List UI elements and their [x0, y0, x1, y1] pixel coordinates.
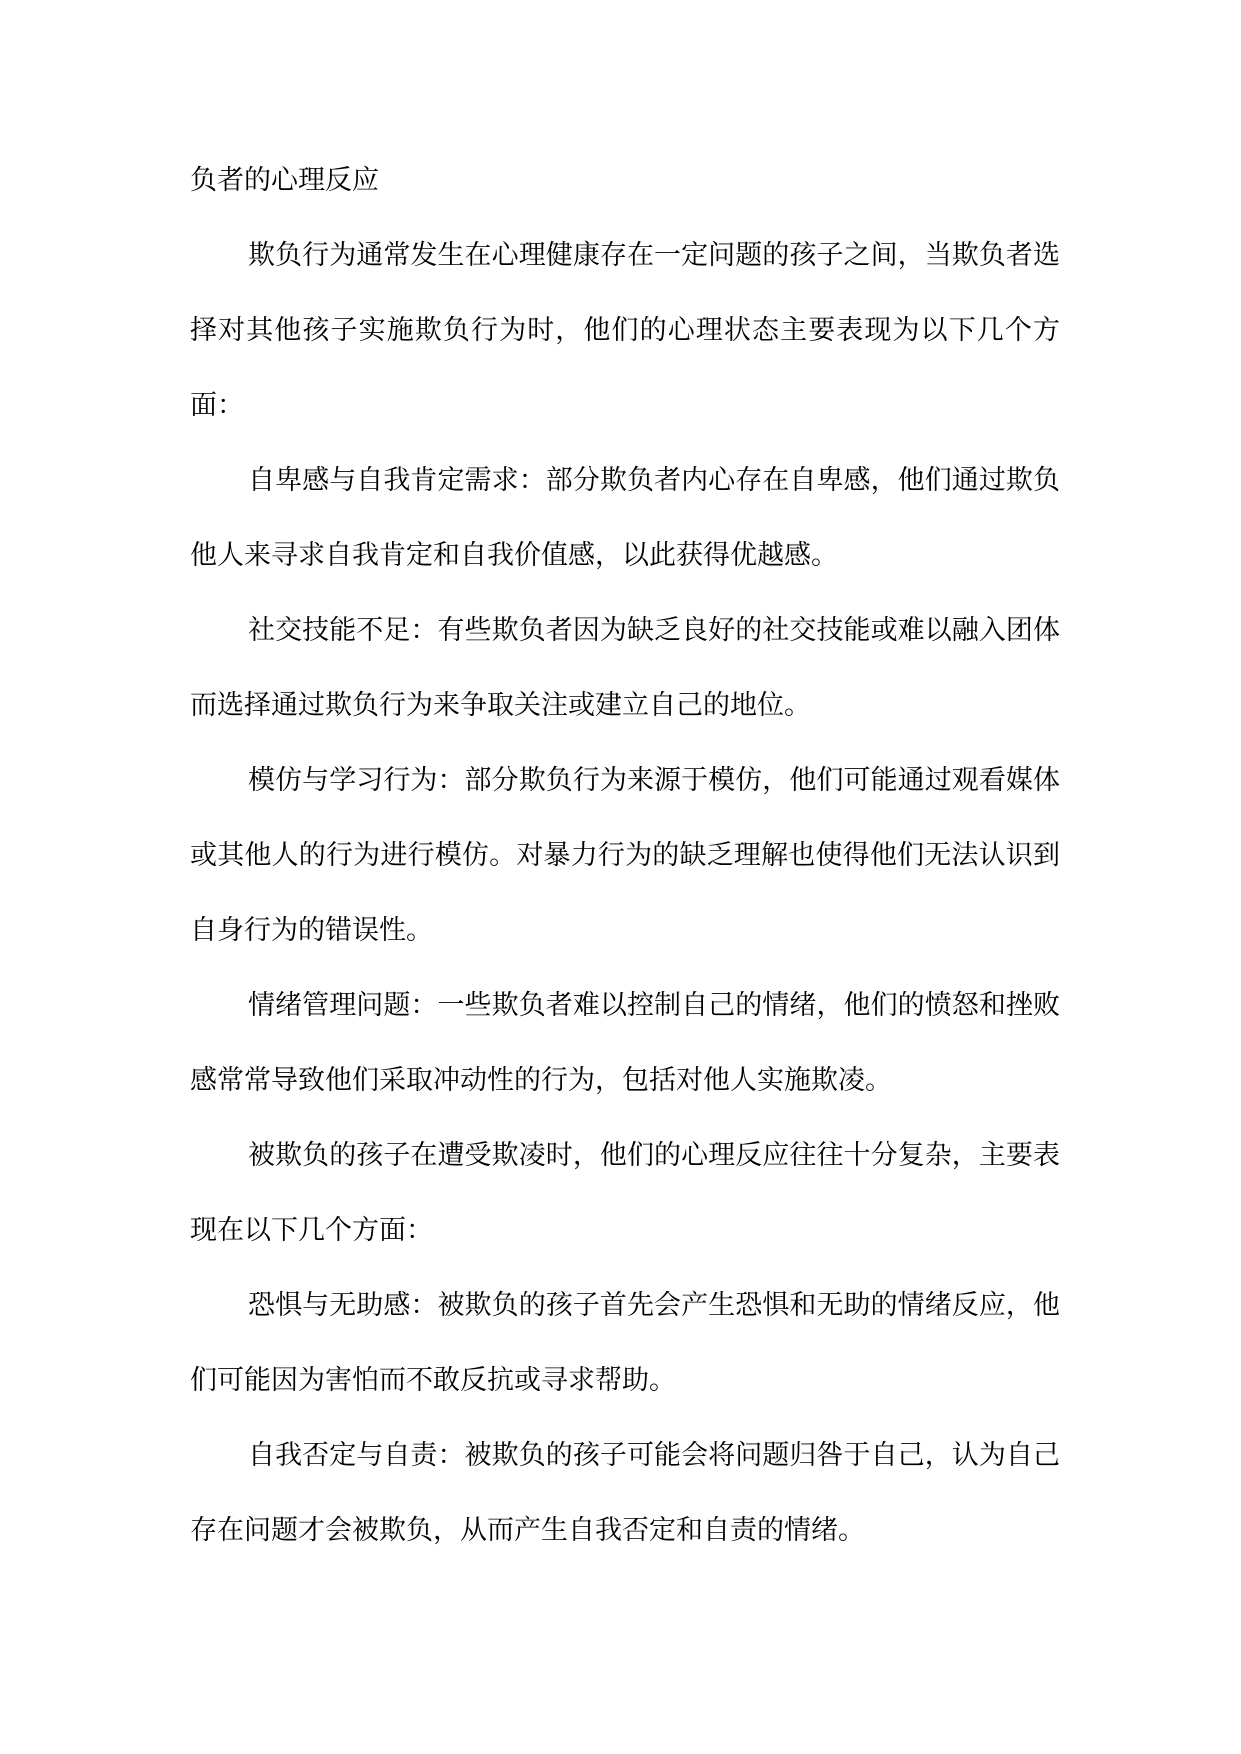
paragraph-emotion-management: 情绪管理问题：一些欺负者难以控制自己的情绪，他们的愤怒和挫败感常常导致他们采取冲动性的行为，包括对他人实施欺凌。 [190, 990, 1060, 1096]
paragraph-bully-intro: 欺负行为通常发生在心理健康存在一定问题的孩子之间，当欺负者选择对其他孩子实施欺负行为时，他们的心理状态主要表现为以下几个方面： [190, 240, 1060, 421]
paragraph-imitation: 模仿与学习行为：部分欺负行为来源于模仿，他们可能通过观看媒体或其他人的行为进行模仿。对暴力行为的缺乏理解也使得他们无法认识到自身行为的错误性。 [190, 765, 1060, 946]
paragraph-inferiority: 自卑感与自我肯定需求：部分欺负者内心存在自卑感，他们通过欺负他人来寻求自我肯定和自我价值感，以此获得优越感。 [190, 465, 1060, 571]
continued-heading-line: 负者的心理反应 [190, 165, 379, 196]
paragraph-self-denial: 自我否定与自责：被欺负的孩子可能会将问题归咎于自己，认为自己存在问题才会被欺负，从而产生自我否定和自责的情绪。 [190, 1440, 1060, 1546]
paragraph-victim-intro: 被欺负的孩子在遭受欺凌时，他们的心理反应往往十分复杂，主要表现在以下几个方面： [190, 1140, 1060, 1246]
paragraph-fear-helplessness: 恐惧与无助感：被欺负的孩子首先会产生恐惧和无助的情绪反应，他们可能因为害怕而不敢反抗或寻求帮助。 [190, 1290, 1060, 1396]
paragraph-social-skills: 社交技能不足：有些欺负者因为缺乏良好的社交技能或难以融入团体而选择通过欺负行为来争取关注或建立自己的地位。 [190, 615, 1060, 721]
document-body [190, 143, 1060, 1568]
